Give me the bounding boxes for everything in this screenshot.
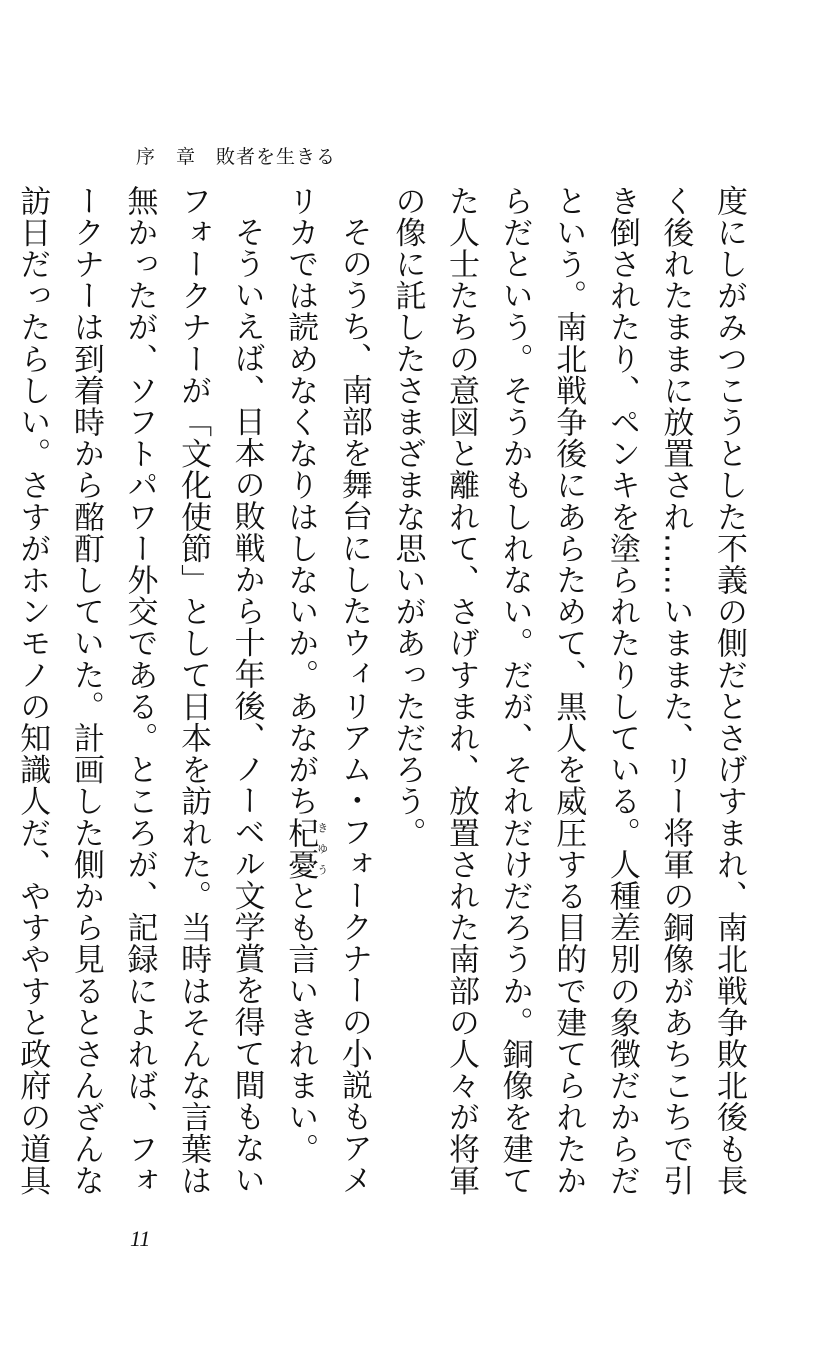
paragraph-2-text-after: とも言いきれまい。 (282, 880, 319, 1165)
body-text (14, 185, 755, 1215)
page-number: 11 (130, 1226, 151, 1251)
paragraph-2-text-before: そのうち、南部を舞台にしたウィリアム・フォークナーの小説もアメリカでは読めなくなりはしないか。あながち (282, 185, 372, 1196)
paragraph-2 (273, 185, 380, 1215)
furigana-kiyuu (282, 817, 329, 881)
ruby-reading: きゆう (315, 817, 329, 881)
paragraph-1: 度にしがみつこうとした不義の側だとさげすまれ、南北戦争敗北後も長く後れたままに放置され……いままた、リー将軍の銅像があちこちで引き倒されたり、ペンキを塗られたりしている。人種差別の象徴だからだという。南北戦争後にあらためて、黒人を威圧する目的で建てられたからだという。そうかもしれない。だが、それだけだろうか。銅像を建てた人士たちの意図と離れて、さげすまれ、放置された南部の人々が将軍の像に託したさまざまな思いがあっただろう。 (389, 185, 747, 1197)
running-head: 序 章 敗者を生きる (136, 146, 337, 168)
paragraph-3: そういえば、日本の敗戦から十年後、ノーベル文学賞を得て間もないフォークナーが「文化使節」として日本を訪れた。当時はそんな言葉は無かったが、ソフトパワー外交である。ところが、記録によれば、フォークナーは到着時から酩酊していた。計画した側から見るとさんざんな訪日だったらしい。さすがホンモノの知識人だ、やすやすと政府の道具 (14, 185, 265, 1197)
ruby-base: 杞憂 (282, 817, 319, 881)
